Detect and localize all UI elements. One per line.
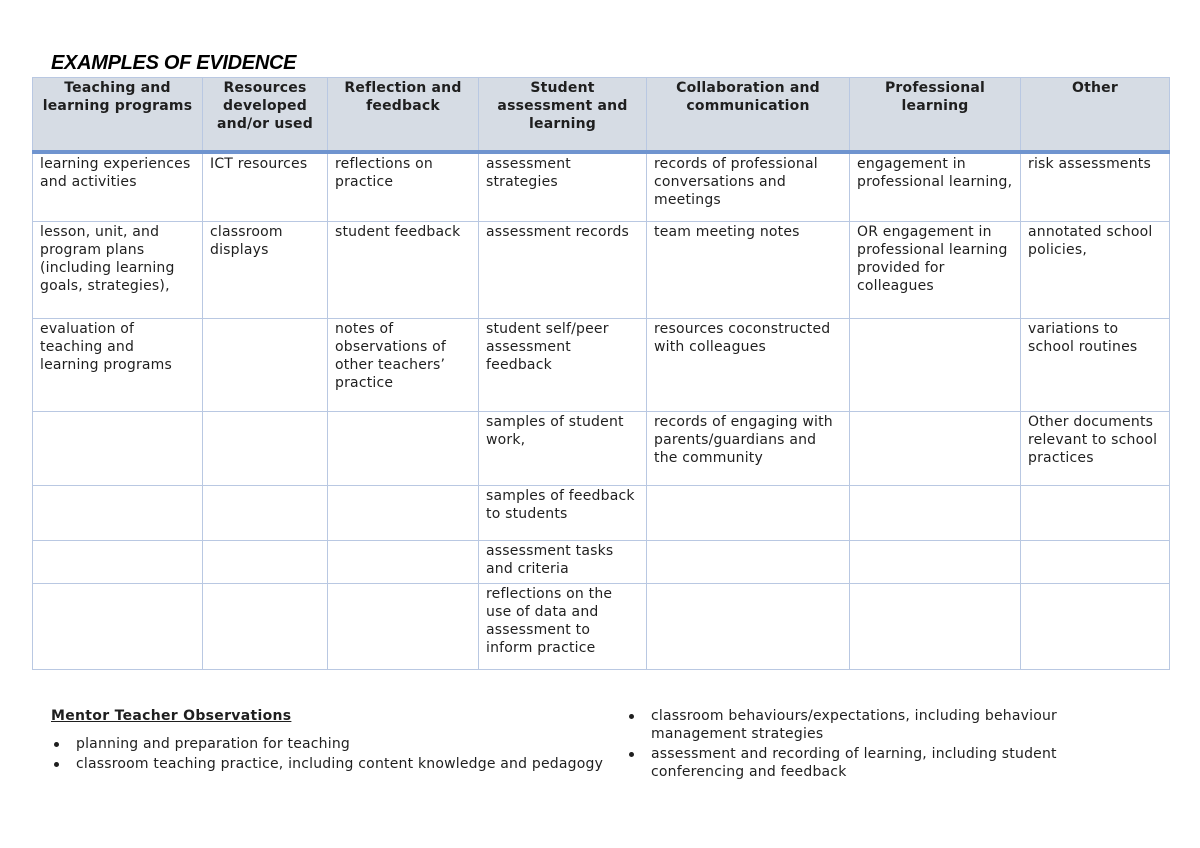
- column-header: Reflection and feedback: [328, 78, 479, 153]
- table-row: [33, 583, 1170, 669]
- column-header: Collaboration and communication: [647, 78, 850, 153]
- table-cell: Other documents relevant to school practices: [1021, 411, 1170, 485]
- evidence-table: [32, 77, 1170, 670]
- table-cell: lesson, unit, and program plans (including learning goals, strategies),: [33, 221, 203, 318]
- column-header: Resources developed and/or used: [203, 78, 328, 153]
- table-cell: [203, 583, 328, 669]
- table-cell: [33, 583, 203, 669]
- table-cell: [33, 540, 203, 583]
- page-title: EXAMPLES OF EVIDENCE: [51, 52, 297, 74]
- table-cell: reflections on practice: [328, 152, 479, 221]
- table-cell: [33, 485, 203, 540]
- table-cell: learning experiences and activities: [33, 152, 203, 221]
- table-cell: classroom displays: [203, 221, 328, 318]
- table-cell: [203, 485, 328, 540]
- table-cell: [850, 540, 1021, 583]
- table-row: [33, 411, 1170, 485]
- table-cell: [647, 540, 850, 583]
- mentor-observations-left: [51, 707, 611, 775]
- observation-list: [626, 707, 1146, 781]
- mentor-observations-heading: Mentor Teacher Observations: [51, 708, 292, 724]
- table-cell: resources coconstructed with colleagues: [647, 318, 850, 411]
- table-cell: [647, 583, 850, 669]
- table-cell: assessment records: [479, 221, 647, 318]
- mentor-observations-right: [626, 707, 1146, 783]
- table-row: [33, 485, 1170, 540]
- table-cell: assessment strategies: [479, 152, 647, 221]
- table-cell: engagement in professional learning,: [850, 152, 1021, 221]
- table-cell: [203, 540, 328, 583]
- column-header: Teaching and learning programs: [33, 78, 203, 153]
- table-cell: [1021, 540, 1170, 583]
- table-row: [33, 540, 1170, 583]
- table-cell: ICT resources: [203, 152, 328, 221]
- table-cell: [328, 485, 479, 540]
- table-cell: risk assessments: [1021, 152, 1170, 221]
- table-cell: assessment tasks and criteria: [479, 540, 647, 583]
- table-cell: [328, 540, 479, 583]
- table-cell: evaluation of teaching and learning programs: [33, 318, 203, 411]
- table-cell: [850, 485, 1021, 540]
- table-cell: [1021, 485, 1170, 540]
- list-item: classroom behaviours/expectations, including behaviour management strategies: [626, 707, 1146, 743]
- table-cell: [328, 411, 479, 485]
- table-cell: [850, 411, 1021, 485]
- table-cell: records of professional conversations and meetings: [647, 152, 850, 221]
- table-cell: [33, 411, 203, 485]
- observation-list: [51, 735, 611, 773]
- table-row: [33, 221, 1170, 318]
- table-row: [33, 318, 1170, 411]
- list-item: planning and preparation for teaching: [51, 735, 611, 753]
- list-item: assessment and recording of learning, including student conferencing and feedback: [626, 745, 1146, 781]
- table-cell: records of engaging with parents/guardians and the community: [647, 411, 850, 485]
- table-cell: [647, 485, 850, 540]
- table-cell: student self/peer assessment feedback: [479, 318, 647, 411]
- table-cell: variations to school routines: [1021, 318, 1170, 411]
- table-cell: notes of observations of other teachers’ practice: [328, 318, 479, 411]
- table-cell: [850, 583, 1021, 669]
- table-cell: [203, 318, 328, 411]
- table-cell: samples of feedback to students: [479, 485, 647, 540]
- table-cell: annotated school policies,: [1021, 221, 1170, 318]
- table-row: [33, 152, 1170, 221]
- table-cell: [328, 583, 479, 669]
- table-cell: samples of student work,: [479, 411, 647, 485]
- table-cell: OR engagement in professional learning provided for colleagues: [850, 221, 1021, 318]
- table-cell: [850, 318, 1021, 411]
- table-cell: team meeting notes: [647, 221, 850, 318]
- table-header-row: [33, 78, 1170, 153]
- column-header: Student assessment and learning: [479, 78, 647, 153]
- table-cell: [1021, 583, 1170, 669]
- table-cell: student feedback: [328, 221, 479, 318]
- list-item: classroom teaching practice, including content knowledge and pedagogy: [51, 755, 611, 773]
- column-header: Other: [1021, 78, 1170, 153]
- column-header: Professional learning: [850, 78, 1021, 153]
- table-cell: reflections on the use of data and assessment to inform practice: [479, 583, 647, 669]
- table-cell: [203, 411, 328, 485]
